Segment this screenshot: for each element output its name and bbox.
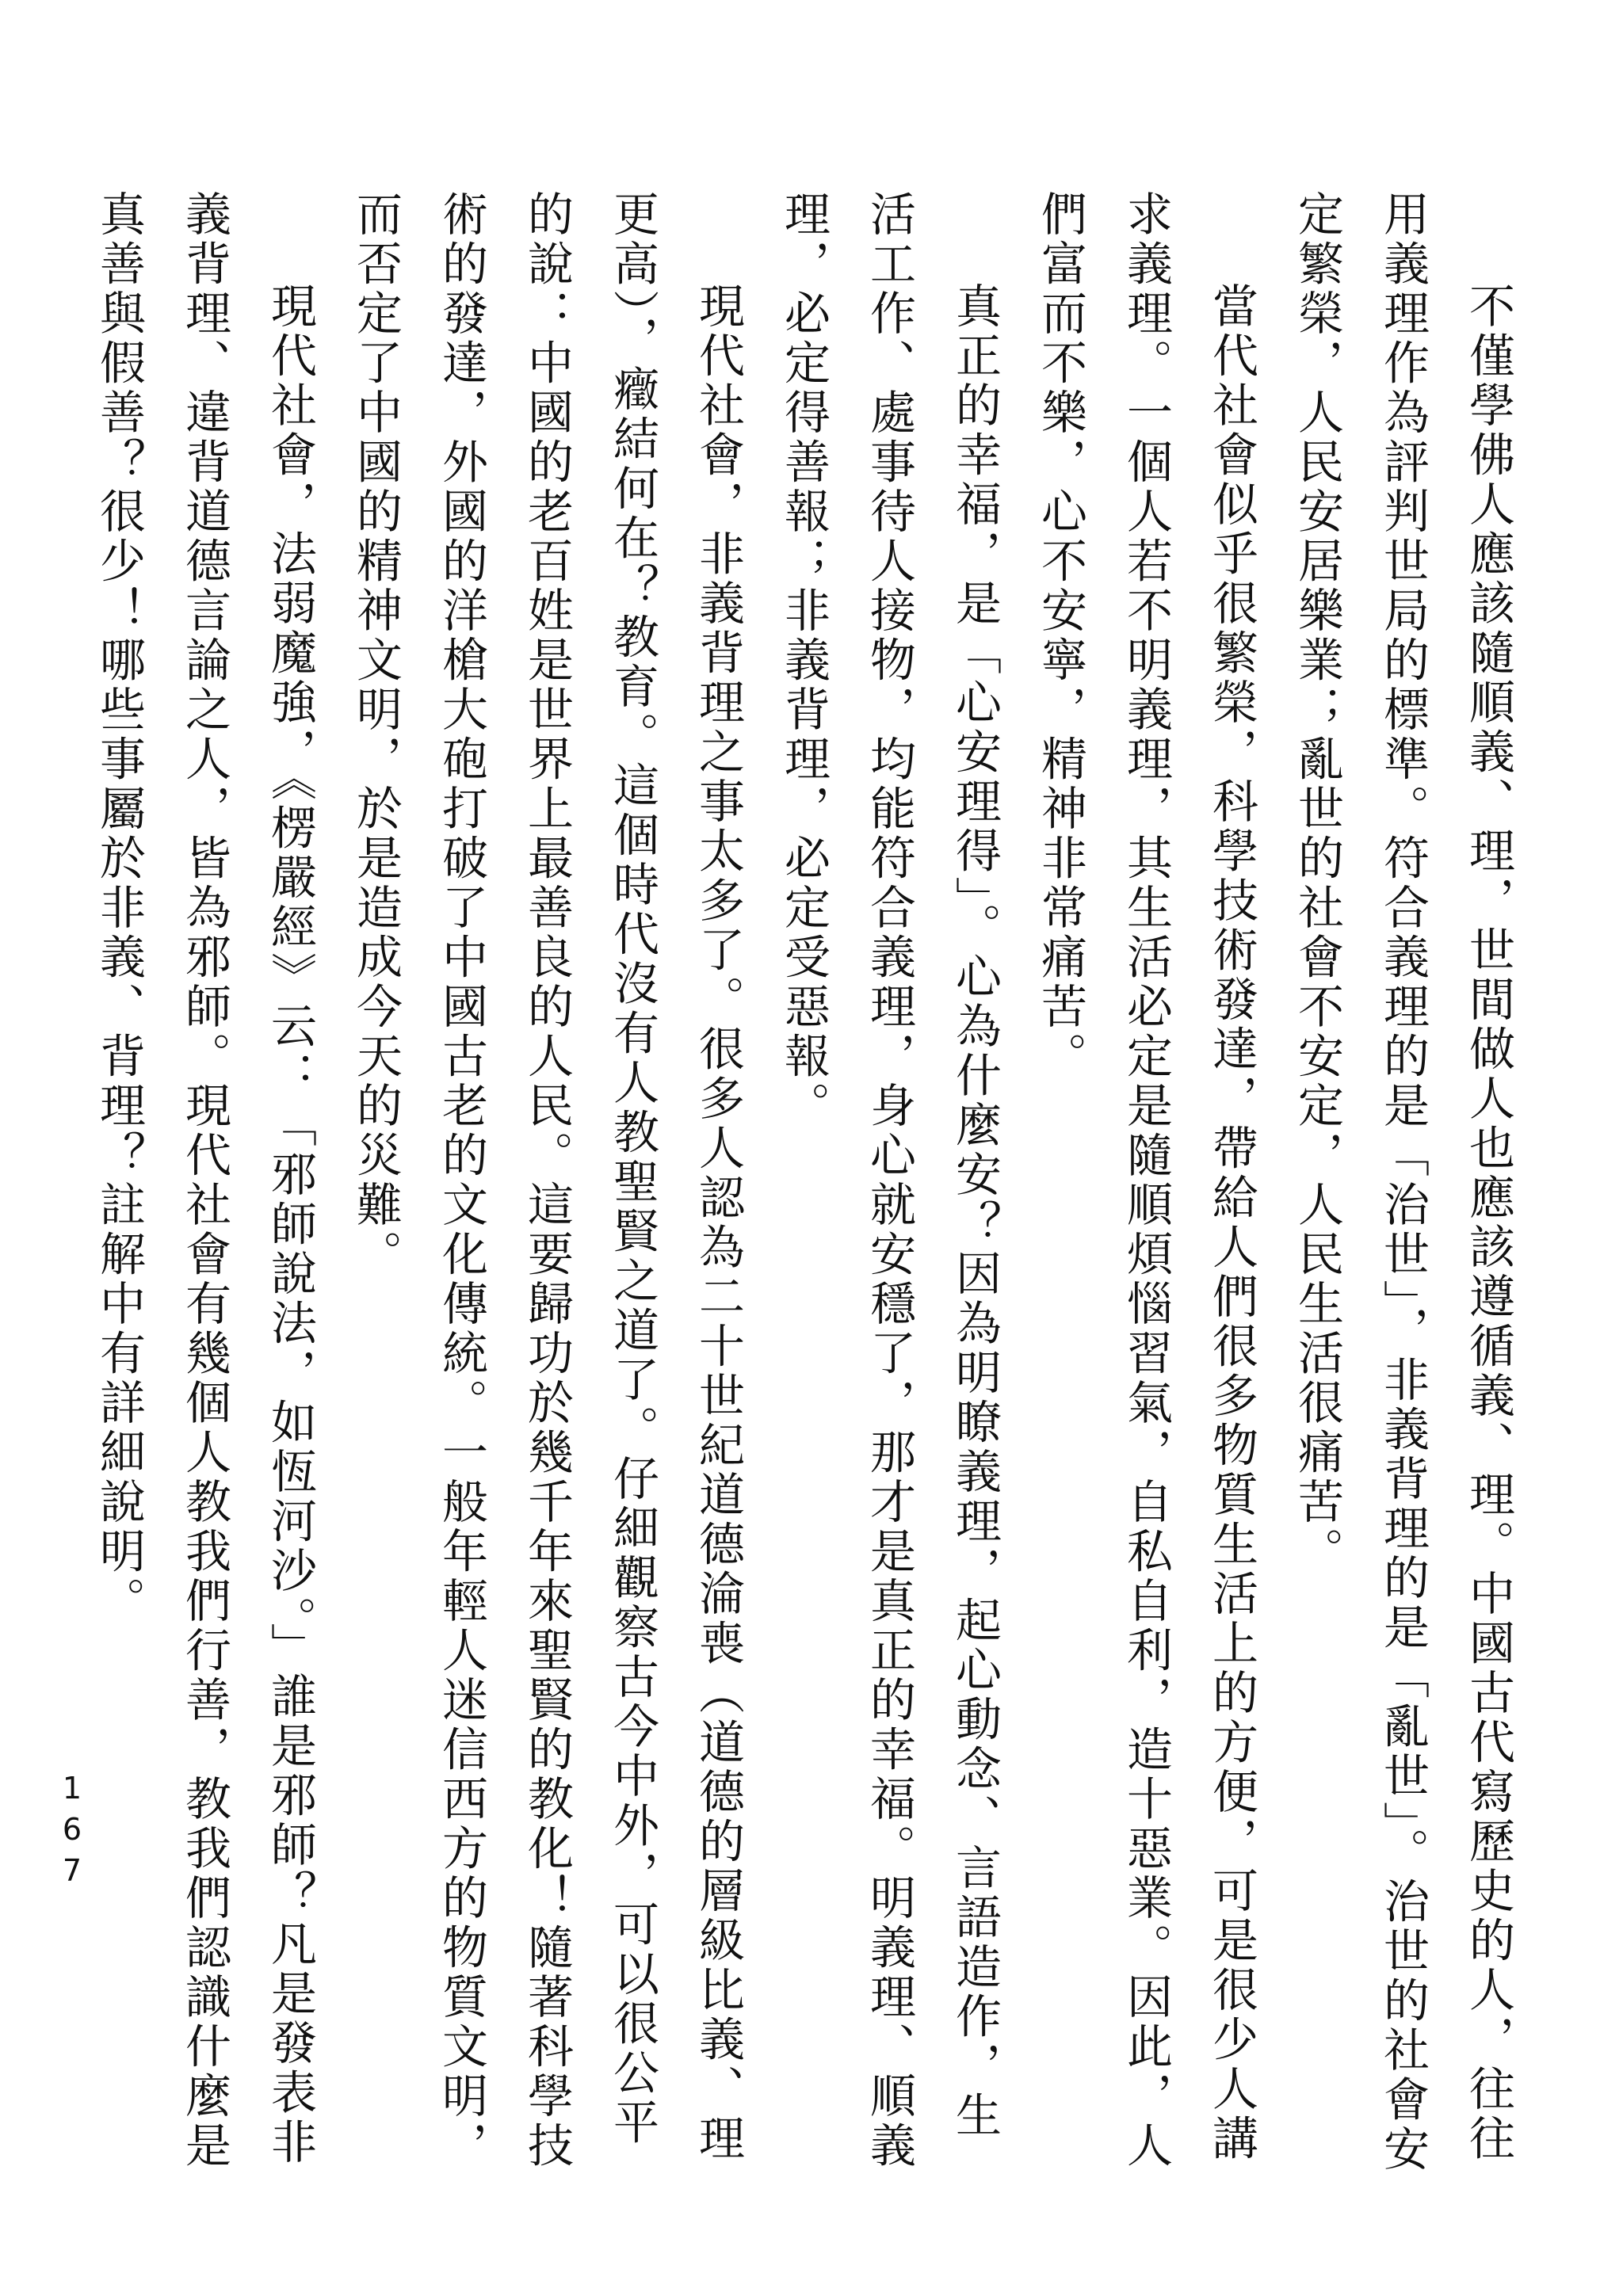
vertical-body-text xyxy=(92,190,1531,2187)
paragraph-4: 現代社會，非義背理之事太多了。很多人認為二十世紀道德淪喪（道德的層級比義、理更高），癥結何在？教育。這個時代沒有人教聖賢之道了。仔細觀察古今中外，可以很公平的說：中國的老百姓是世界上最善良的人民。這要歸功於幾千年來聖賢的教化！隨著科學技術的發達，外國的洋槍大砲打破了中國古老的文化傳統。一般年輕人迷信西方的物質文明，而否定了中國的精神文明，於是造成今天的災難。 xyxy=(349,190,745,2171)
paragraph-3: 真正的幸福，是「心安理得」。心為什麼安？因為明瞭義理，起心動念、言語造作，生活工作、處事待人接物，均能符合義理，身心就安穩了，那才是真正的幸福。明義理、順義理，必定得善報；非義背理，必定受惡報。 xyxy=(777,190,1002,2171)
page-number: 167 xyxy=(55,1771,90,1894)
paragraph-2: 當代社會似乎很繁榮，科學技術發達，帶給人們很多物質生活上的方便，可是很少人講求義理。一個人若不明義理，其生活必定是隨順煩惱習氣，自私自利，造十惡業。因此，人們富而不樂，心不安寧，精神非常痛苦。 xyxy=(1033,190,1258,2171)
paragraph-5: 現代社會，法弱魔強，《楞嚴經》云：「邪師說法，如恆河沙。」誰是邪師？凡是發表非義背理、違背道德言論之人，皆為邪師。現代社會有幾個人教我們行善，教我們認識什麼是真善與假善？很少！哪些事屬於非義、背理？註解中有詳細說明。 xyxy=(92,190,317,2171)
paragraph-1: 不僅學佛人應該隨順義、理，世間做人也應該遵循義、理。中國古代寫歷史的人，往往用義理作為評判世局的標準。符合義理的是「治世」，非義背理的是「亂世」。治世的社會安定繁榮，人民安居樂業；亂世的社會不安定，人民生活很痛苦。 xyxy=(1290,190,1515,2175)
